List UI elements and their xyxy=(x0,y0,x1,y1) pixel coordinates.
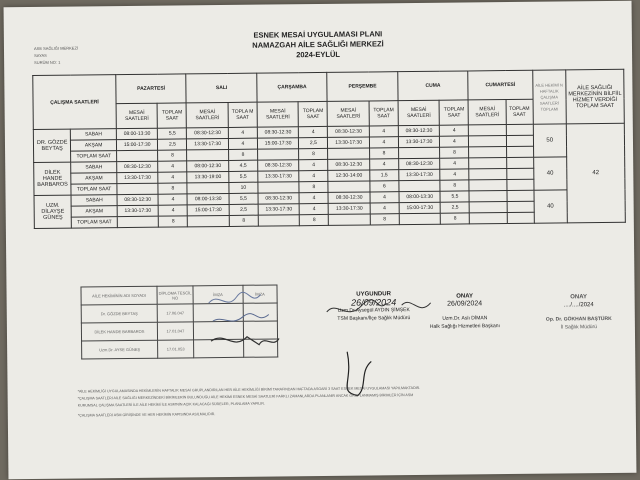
mesai-cell: 13:30-17:30 xyxy=(328,137,370,148)
toplam-cell: 8 xyxy=(158,150,187,161)
toplam-cell: 4 xyxy=(300,203,329,214)
toplam-cell: 5,5 xyxy=(229,171,258,182)
shift-label: AKŞAM xyxy=(71,140,117,151)
sub-toplam: TOPLAM SAAT xyxy=(506,99,533,124)
weekly-total: 50 xyxy=(533,124,567,157)
toplam-cell xyxy=(507,190,534,201)
approver-1-title: TSM Başkanı/İlçe Sağlık Müdürü xyxy=(337,315,411,322)
document-page xyxy=(4,1,637,480)
mesai-cell xyxy=(328,181,370,192)
approver-1-name: Uzm.Dr.Aysegül AYDIN ŞİMŞEK xyxy=(337,307,410,314)
toplam-cell: 4 xyxy=(370,203,399,214)
shift-label: TOPLAM SAAT xyxy=(71,184,117,195)
sig-header: İMZA xyxy=(243,285,277,303)
toplam-cell: 4 xyxy=(440,169,469,180)
toplam-cell: 8 xyxy=(300,214,329,225)
toplam-cell: 2,5 xyxy=(229,204,258,215)
footnote-1: *AİLE HEKİMLİĞİ UYGULAMASINDA HEKİMLERİN HAFTALIK MESAİ GRUPLANDIRILAN HER AİLE HEKİMLİĞİ BİRİMİ TARAFINDAN HAFTADA ASGARİ 3 SAAT ESNEK MESAİ UYGULAMASI YAPILMAKTADIR. xyxy=(77,385,421,394)
toplam-cell: 5,5 xyxy=(440,191,469,202)
weekly-total-header: AİLE HEKİMİ N HAFTALIK ÇALIŞMA SAATLERİ TOPLAMI xyxy=(532,70,566,124)
toplam-cell xyxy=(506,168,533,179)
day-header: ÇARŞAMBA xyxy=(257,72,328,102)
toplam-cell: 8 xyxy=(229,215,258,226)
toplam-cell: 10 xyxy=(229,182,258,193)
mesai-cell xyxy=(257,149,299,160)
toplam-cell: 8 xyxy=(228,149,257,160)
shift-label: SABAH xyxy=(71,129,117,140)
toplam-cell: 8 xyxy=(441,213,470,224)
onay-label-2: ONAY xyxy=(570,294,588,301)
day-header-row xyxy=(33,69,624,104)
mesai-cell xyxy=(469,169,506,180)
title-line-2: NAMAZGAH AİLE SAĞLIĞI MERKEZİ xyxy=(252,39,384,50)
mesai-cell xyxy=(328,148,370,159)
uygundur-label: UYGUNDUR xyxy=(356,291,391,298)
footnote-3: KURUMSAL ÇALIŞMA SAATLERİ İLE AİLE HEKİMİ İLE ASM'NİN AÇIK KALACAĞI SÜRELER, PLANLAMA YAPILIR. xyxy=(77,401,266,408)
footnote-4: *ÇALIŞMA SAATLERİ ASM GİRİŞİNDE VE HER HEKİMİN KAPISINDA ASILMALIDIR. xyxy=(77,412,216,418)
toplam-cell: 4 xyxy=(228,138,257,149)
mesai-cell: 13:30-17:30 xyxy=(258,204,300,215)
center-total: 42 xyxy=(566,123,625,223)
sig-header: DİPLOMA TESCİL NO xyxy=(157,286,193,304)
toplam-cell: 2,5 xyxy=(440,202,469,213)
mesai-cell xyxy=(187,149,229,160)
day-header: CUMARTESİ xyxy=(468,70,533,100)
mesai-cell xyxy=(258,215,300,226)
sub-mesai: MESAİ SAATLERİ xyxy=(398,100,440,125)
sig-doctor: Dr. GÖZDE BEYTAŞ xyxy=(81,304,157,323)
day-header: CUMA xyxy=(398,71,469,101)
mesai-cell xyxy=(470,213,507,224)
mesai-cell: 15:00-17:30 xyxy=(188,204,230,215)
toplam-cell: 2,5 xyxy=(158,139,187,150)
mesai-cell: 08:30-12:30 xyxy=(328,126,370,137)
approval-block-3 xyxy=(537,293,621,332)
toplam-cell: 4,5 xyxy=(229,160,258,171)
mesai-cell: 13:30-19:00 xyxy=(187,171,229,182)
approval-block-1 xyxy=(329,290,419,323)
mesai-cell: 08:00-12:30 xyxy=(187,160,229,171)
mesai-cell xyxy=(398,147,440,158)
toplam-cell: 5,5 xyxy=(229,193,258,204)
center-total-header: AİLE SAĞLIĞI MERKEZİNİN BİLFİİL HİZMET VERDİĞİ TOPLAM SAAT xyxy=(566,69,625,124)
shift-label: AKŞAM xyxy=(71,173,117,184)
mesai-cell xyxy=(187,182,229,193)
title-line-3: 2024-EYLÜL xyxy=(296,49,340,60)
toplam-cell: 5,5 xyxy=(158,128,187,139)
toplam-cell: 4 xyxy=(228,127,257,138)
toplam-cell xyxy=(507,212,534,223)
toplam-cell xyxy=(506,124,533,135)
meta-line-3: SURÜM NO: 1 xyxy=(34,59,61,65)
toplam-cell: 4 xyxy=(159,205,188,216)
mesai-cell xyxy=(399,180,441,191)
mesai-cell: 08:00-13:30 xyxy=(187,193,229,204)
schedule-table xyxy=(32,69,626,229)
toplam-cell: 4 xyxy=(369,126,398,137)
day-header: SALI xyxy=(186,73,257,103)
mesai-cell xyxy=(188,215,230,226)
meta-line-1: ASE SAĞLIĞI MERKEZİ xyxy=(33,45,79,51)
mesai-cell: 08:30-12:30 xyxy=(258,160,300,171)
sig-diploma: 17.01.047 xyxy=(157,322,193,340)
onay-label-1: ONAY xyxy=(456,293,474,300)
toplam-cell: 4 xyxy=(440,158,469,169)
doctor-name: DR. GÖZDE BEYTAŞ xyxy=(33,129,71,162)
sig-doctor: Uzm.Dr. AYSE GÜNEŞ xyxy=(82,340,158,359)
mesai-cell xyxy=(329,214,371,225)
mesai-cell xyxy=(469,191,506,202)
shift-label: TOPLAM SAAT xyxy=(71,151,117,162)
toplam-cell: 4 xyxy=(440,125,469,136)
toplam-cell: 4 xyxy=(299,159,328,170)
toplam-cell: 4 xyxy=(370,192,399,203)
shift-label: SABAH xyxy=(71,195,117,206)
toplam-cell: 8 xyxy=(440,147,469,158)
mesai-cell: 08:00-13:30 xyxy=(399,191,441,202)
mesai-cell xyxy=(469,136,506,147)
toplam-cell: 4 xyxy=(370,159,399,170)
toplam-cell: 8 xyxy=(159,216,188,227)
schedule-body xyxy=(33,123,625,228)
weekly-total: 40 xyxy=(534,190,568,223)
toplam-cell xyxy=(507,201,534,212)
mesai-cell: 08:00-13:30 xyxy=(116,128,158,139)
mesai-cell: 13:30-17:30 xyxy=(329,203,371,214)
toplam-cell: 2,5 xyxy=(299,137,328,148)
sig-doctor: DİLEK HANDE BARBAROS xyxy=(81,322,157,341)
toplam-cell: 4 xyxy=(440,136,469,147)
mesai-cell: 15:00-17:30 xyxy=(399,202,441,213)
handwritten-signatures xyxy=(202,284,283,357)
meta-line-2: SAYAS xyxy=(34,52,47,58)
mesai-cell: 15:00-17:30 xyxy=(116,139,158,150)
mesai-cell: 08:30-12:30 xyxy=(257,127,299,138)
document-title xyxy=(4,27,632,64)
approval-date-1: 26/09/2024 xyxy=(351,297,397,308)
doctor-name: DİLEK HANDE BARBAROS xyxy=(34,162,72,195)
mesai-cell xyxy=(469,147,506,158)
mesai-cell: 08:30-12:30 xyxy=(117,161,159,172)
mesai-cell xyxy=(469,158,506,169)
mesai-cell: 08:30-12:30 xyxy=(399,158,441,169)
sub-mesai: MESAİ SAATLERİ xyxy=(327,101,369,126)
sub-toplam: TOPLAM SAAT xyxy=(369,101,398,126)
approver-2-name: Uzm.Dr. Aslı DİMAN xyxy=(442,315,488,322)
mesai-cell: 13:30-17:30 xyxy=(187,138,229,149)
toplam-cell xyxy=(507,179,534,190)
sub-mesai: MESAİ SAATLERİ xyxy=(257,102,299,127)
toplam-cell: 1,5 xyxy=(370,170,399,181)
approver-3-name: Op. Dr. GÖKHAN BAŞTÜRK xyxy=(545,315,612,323)
mesai-cell xyxy=(117,216,159,227)
mesai-cell: 08:30-12:30 xyxy=(398,125,440,136)
sub-toplam: TOPLAM SAAT xyxy=(298,101,327,126)
mesai-cell: 15:00-17:30 xyxy=(257,138,299,149)
toplam-cell: 4 xyxy=(158,172,187,183)
mesai-cell: 13:30-17:30 xyxy=(117,172,159,183)
toplam-cell xyxy=(506,146,533,157)
weekly-total: 40 xyxy=(533,157,567,190)
toplam-cell: 4 xyxy=(158,194,187,205)
mesai-cell xyxy=(258,182,300,193)
doctor-name: UZM. DİLAYŞE GÜNEŞ xyxy=(34,195,72,228)
shift-label: AKŞAM xyxy=(71,206,117,217)
sub-mesai: MESAİ SAATLERİ xyxy=(468,100,506,125)
sig-diploma: 17.01.053 xyxy=(158,340,194,358)
mesai-cell: 13:30-17:30 xyxy=(399,169,441,180)
sig-header: AİLE HEKİMİNİN ADI SOYADI xyxy=(81,286,157,305)
mesai-cell xyxy=(116,150,158,161)
title-line-1: ESNEK MESAİ UYGULAMASI PLANI xyxy=(253,29,383,40)
sub-mesai: MESAİ SAATLERİ xyxy=(186,102,228,127)
mesai-cell: 08:30-12:30 xyxy=(328,159,370,170)
toplam-cell: 4 xyxy=(369,137,398,148)
sub-toplam: TOPLAM SAAT xyxy=(157,103,186,128)
shift-label: TOPLAM SAAT xyxy=(72,217,118,228)
toplam-cell: 8 xyxy=(299,181,328,192)
approval-date-2: 26/09/2024 xyxy=(447,300,483,308)
day-header: PAZARTESİ xyxy=(116,74,187,104)
toplam-cell: 4 xyxy=(158,161,187,172)
toplam-cell: 4 xyxy=(299,126,328,137)
shift-label: SABAH xyxy=(71,162,117,173)
mesai-cell: 08:30-12:30 xyxy=(328,192,370,203)
sub-toplam: TOPLA M SAAT xyxy=(228,102,257,127)
row-header: ÇALIŞMA SAATLERİ xyxy=(33,75,116,130)
mesai-cell: 08:30-12:30 xyxy=(117,194,159,205)
mesai-cell: 08:30-12:30 xyxy=(258,193,300,204)
mesai-cell: 13:30-17:30 xyxy=(258,171,300,182)
approval-block-2 xyxy=(419,292,511,331)
footnote-2: *ÇALIŞMA SAATLERİ AİLE SAĞLIĞI MERKEZİNDEKİ BİRİMLERİN BULUNDUĞU AİLE HEKİMİ ESNEK MESAİ SAATLERİ FARKLI ZAMANLARDA PLANLANIR ANCAK GRUPLANMAMIŞ BİRİMLER İÇİN ASM xyxy=(77,393,414,401)
toplam-cell: 4 xyxy=(299,192,328,203)
toplam-cell: 8 xyxy=(158,183,187,194)
toplam-cell: 6 xyxy=(370,181,399,192)
sig-diploma: 17.06.047 xyxy=(157,304,193,322)
toplam-cell: 8 xyxy=(299,148,328,159)
sig-header: İMZA xyxy=(193,285,243,304)
toplam-cell: 8 xyxy=(369,148,398,159)
sub-mesai: MESAİ SAATLERİ xyxy=(116,103,158,128)
toplam-cell: 8 xyxy=(440,180,469,191)
sub-toplam: TOPLAM SAAT xyxy=(439,100,468,125)
approver-3-title: İl Sağlık Müdürü xyxy=(560,324,598,331)
mesai-cell: 13:30-17:30 xyxy=(117,205,159,216)
mesai-cell xyxy=(470,202,507,213)
mesai-cell: 08:30-12:30 xyxy=(187,127,229,138)
mesai-cell xyxy=(117,183,159,194)
mesai-cell xyxy=(469,180,506,191)
toplam-cell xyxy=(506,157,533,168)
day-header: PERŞEMBE xyxy=(327,72,398,102)
mesai-cell xyxy=(399,213,441,224)
approval-date-3: ..../..../2024 xyxy=(563,302,594,309)
toplam-cell: 4 xyxy=(299,170,328,181)
mesai-cell xyxy=(469,125,506,136)
approver-2-title: Halk Sağlığı Hizmetleri Başkanı xyxy=(429,323,500,330)
mesai-cell: 12:30-14:00 xyxy=(328,170,370,181)
toplam-cell xyxy=(506,135,533,146)
mesai-cell: 13:30-17:30 xyxy=(398,136,440,147)
toplam-cell: 8 xyxy=(370,214,399,225)
